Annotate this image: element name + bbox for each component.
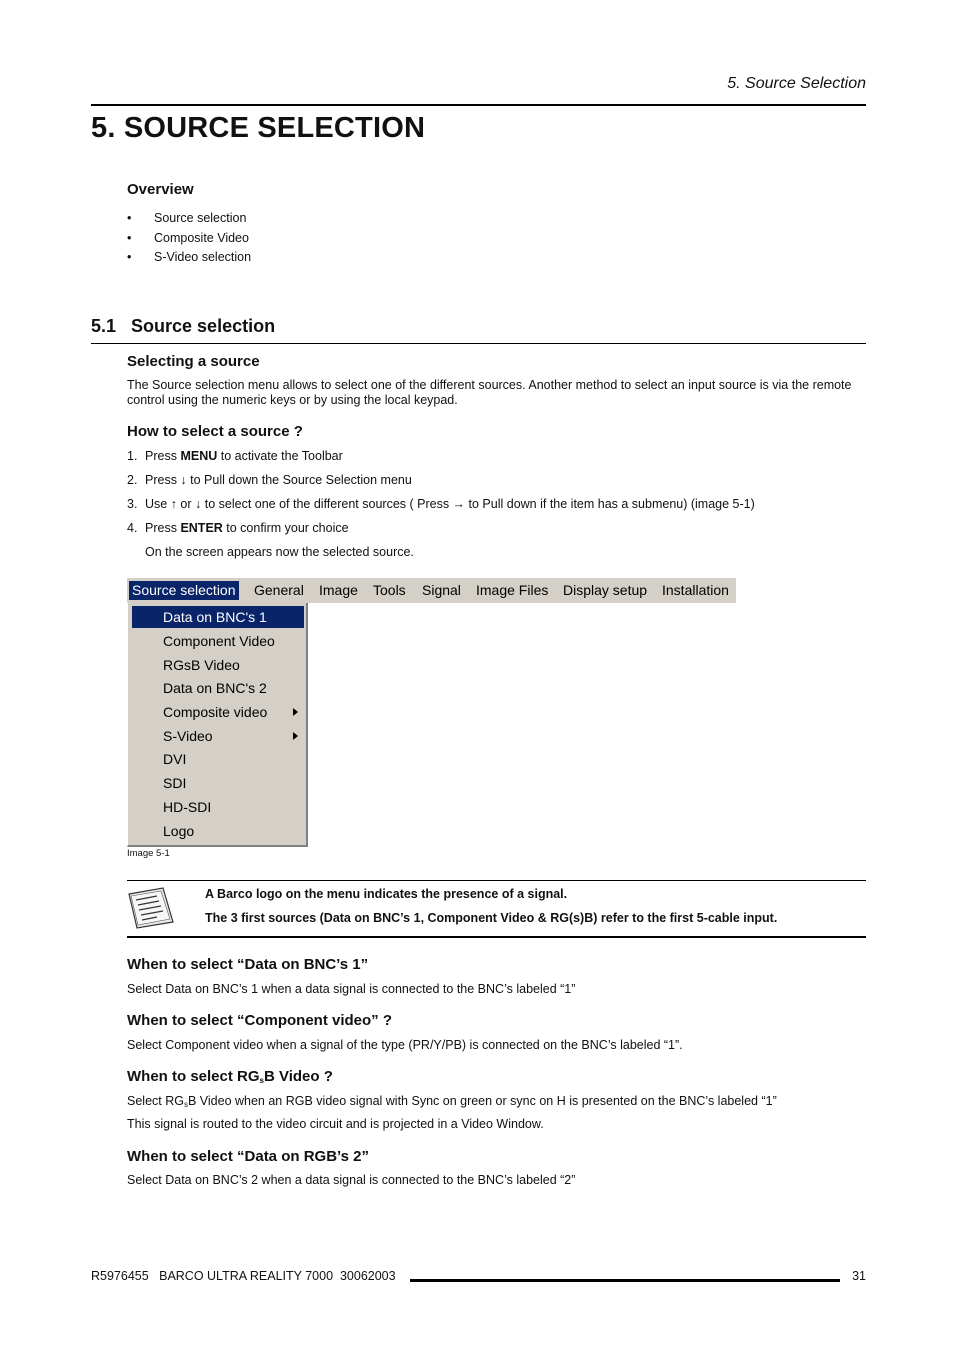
section-title: 5.1 Source selection [91, 316, 276, 336]
menu-display-setup[interactable]: Display setup [563, 582, 648, 598]
dropdown-item-data-bnc1[interactable]: Data on BNC's 1 [132, 606, 304, 628]
overview-list [127, 211, 427, 271]
step-number: 3. [127, 497, 138, 511]
header-rule [91, 104, 866, 106]
bullet: • [127, 250, 132, 264]
note-icon [127, 886, 175, 930]
list-item[interactable] [127, 250, 427, 266]
dropdown-item-dvi[interactable]: DVI [163, 751, 187, 767]
menu-signal[interactable]: Signal [422, 582, 461, 598]
note-top-rule [127, 880, 866, 881]
how-heading: How to select a source ? [127, 423, 303, 440]
key-menu: MENU [180, 449, 218, 463]
menu-general[interactable]: General [254, 582, 304, 598]
step-item [127, 449, 866, 465]
step-item [127, 521, 866, 537]
running-head: 5. Source Selection [727, 75, 866, 92]
key-enter: ENTER [180, 521, 223, 535]
when-bnc2-heading: When to select “Data on RGB’s 2” [127, 1148, 369, 1165]
steps-list [127, 449, 866, 569]
step-number: 2. [127, 473, 138, 487]
step-number: 4. [127, 521, 138, 535]
note-bottom-rule [127, 936, 866, 938]
dropdown-item-data-bnc2[interactable]: Data on BNC's 2 [163, 680, 267, 696]
when-rgsb-heading: When to select $RG_sB$ Video ? [127, 1068, 333, 1085]
list-item-label: Source selection [154, 211, 247, 225]
step-text: Press ↓ to Pull down the Source Selection menu [145, 473, 412, 487]
selecting-text-2: control using the numeric keys or by using the local keypad. [127, 393, 458, 407]
source-dropdown [127, 603, 308, 847]
list-item-label: S-Video selection [154, 250, 252, 264]
when-bnc1-heading: When to select “Data on BNC’s 1” [127, 956, 369, 973]
list-item[interactable] [127, 231, 427, 247]
when-rgsb-text-2: This signal is routed to the video circuit and is projected in a Video Window. [127, 1117, 544, 1131]
bullet: • [127, 231, 132, 245]
menu-image[interactable]: Image [319, 582, 358, 598]
when-rgsb-text: Select $RG_sB$ Video when an RGB video signal with Sync on green or sync on H is presented on the BNC’s labeled “1” [127, 1094, 777, 1109]
submenu-arrow-icon [293, 708, 298, 716]
menu-image-files[interactable]: Image Files [476, 582, 549, 598]
selecting-text-1: The Source selection menu allows to select one of the different sources. Another method to select an input source is via the remote [127, 378, 852, 392]
dropdown-item-s-video[interactable]: S-Video [132, 725, 304, 747]
image-caption: Image 5-1 [127, 848, 170, 859]
dropdown-item-hd-sdi[interactable]: HD-SDI [163, 799, 212, 815]
list-item-label: Composite Video [154, 231, 249, 245]
dropdown-item-rgsb-video[interactable]: RGsB Video [163, 657, 240, 673]
list-item[interactable] [127, 211, 427, 227]
step-text: Use ↑ or ↓ to select one of the different sources ( Press → to Pull down if the item has a submenu) (image 5-1) [145, 497, 755, 511]
dropdown-item-component-video[interactable]: Component Video [163, 633, 275, 649]
when-component-heading: When to select “Component video” ? [127, 1012, 393, 1029]
bullet: • [127, 211, 132, 225]
menu-installation[interactable]: Installation [662, 582, 729, 598]
menu-bar [127, 578, 736, 603]
page-number: 31 [852, 1269, 866, 1283]
footer-rule [410, 1279, 840, 1282]
section-rule [91, 343, 866, 344]
note-line-1: A Barco logo on the menu indicates the presence of a signal. [205, 887, 568, 901]
step-text: Press ENTER to confirm your choice [145, 521, 349, 535]
submenu-arrow-icon [293, 732, 298, 740]
dropdown-item-logo[interactable]: Logo [163, 823, 195, 839]
footer-doc-ref: R5976455 BARCO ULTRA REALITY 7000 30062003 [91, 1269, 396, 1283]
when-bnc1-text: Select Data on BNC’s 1 when a data signal is connected to the BNC’s labeled “1” [127, 982, 576, 996]
when-bnc2-text: Select Data on BNC’s 2 when a data signal is connected to the BNC’s labeled “2” [127, 1173, 576, 1187]
note-line-2: The 3 first sources (Data on BNC’s 1, Component Video & RG(s)B) refer to the first 5-cable input. [205, 911, 778, 925]
step-result: On the screen appears now the selected source. [145, 545, 414, 559]
step-text: Press MENU to activate the Toolbar [145, 449, 343, 463]
dropdown-item-sdi[interactable]: SDI [163, 775, 187, 791]
selecting-heading: Selecting a source [127, 353, 260, 370]
step-item [127, 473, 866, 489]
menu-source-selection[interactable]: Source selection [129, 581, 239, 600]
when-component-text: Select Component video when a signal of the type (PR/Y/PB) is connected on the BNC’s labeled “1”. [127, 1038, 683, 1052]
step-item [127, 497, 866, 513]
menu-tools[interactable]: Tools [373, 582, 406, 598]
overview-heading: Overview [127, 181, 194, 198]
chapter-title: 5. SOURCE SELECTION [91, 112, 426, 144]
dropdown-item-composite-video[interactable]: Composite video [132, 701, 304, 723]
step-number: 1. [127, 449, 138, 463]
